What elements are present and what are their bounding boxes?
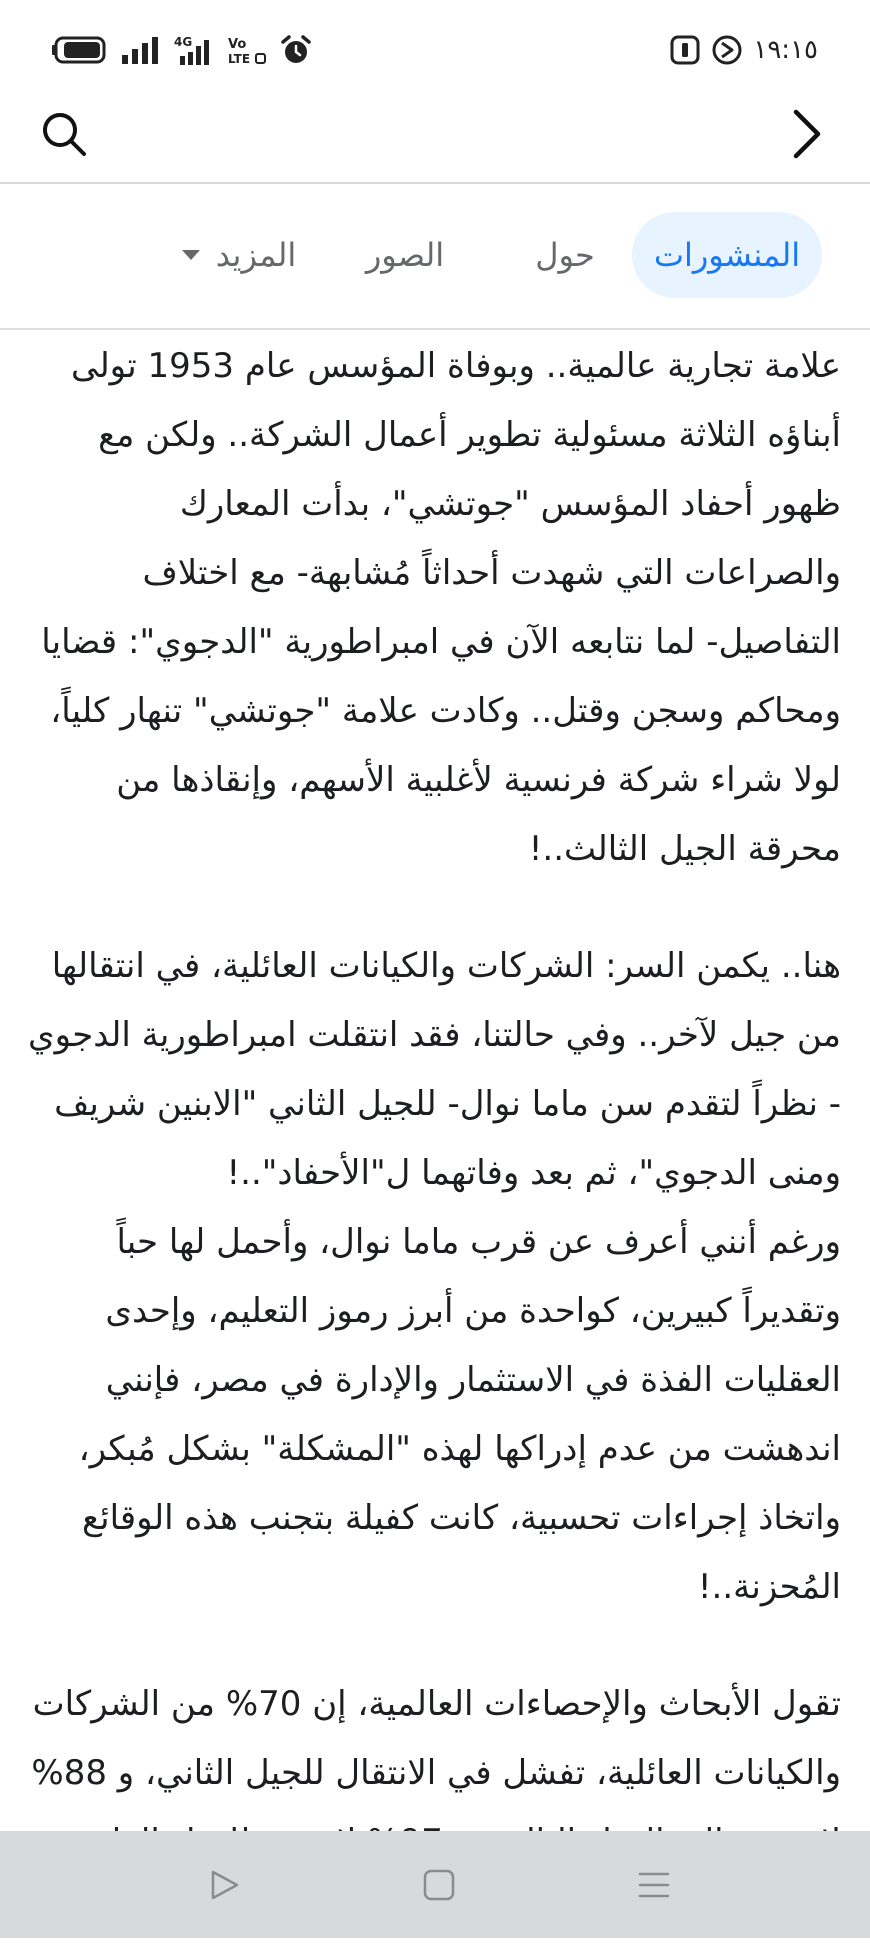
post-text: [28, 332, 841, 1827]
svg-text:LTE: LTE: [228, 52, 251, 66]
status-time: ١٩:١٥: [753, 35, 818, 65]
post-paragraph: هنا.. يكمن السر: الشركات والكيانات العائلية، في انتقالها من جيل لآخر.. وفي حالتنا، فقد انتقلت امبراطورية الدجوي - نظراً لتقدم سن ماما نوال- للجيل الثاني "الابنين شريف ومنى الدجوي"، ثم بعد وفاتهما ل"الأحفاد"..!: [28, 946, 841, 1193]
back-button[interactable]: [778, 106, 834, 162]
battery-icon: [52, 35, 108, 65]
caret-down-icon: [180, 248, 202, 262]
tab-photos[interactable]: [355, 212, 455, 298]
data-saver-icon: [711, 34, 743, 66]
chevron-right-icon: [786, 108, 826, 160]
tab-photos-label: الصور: [365, 236, 445, 274]
tab-more-label: المزيد: [215, 236, 297, 274]
volte-icon: [226, 34, 268, 66]
search-button[interactable]: [36, 106, 92, 162]
post-paragraph: تقول الأبحاث والإحصاءات العالمية، إن 70% من الشركات والكيانات العائلية، تفشل في الانتقال للجيل الثاني، و 88%: [31, 1684, 841, 1793]
tab-more[interactable]: [168, 212, 308, 298]
network-label: 4G: [174, 35, 193, 49]
paragraph-gap: [28, 1622, 841, 1670]
status-bar: [0, 0, 870, 100]
status-icons-right: [669, 34, 818, 66]
nav-back-button[interactable]: [202, 1863, 246, 1907]
system-nav-bar: [0, 1831, 870, 1938]
tab-about-label: حول: [535, 236, 595, 274]
top-app-bar: [0, 100, 870, 184]
tab-posts-label: المنشورات: [653, 236, 801, 274]
status-icons-left: [52, 34, 312, 66]
profile-tabs: [0, 184, 870, 330]
post-paragraph: ورغم أنني أعرف عن قرب ماما نوال، وأحمل لها حباً وتقديراً كبيرين، كواحدة من أبرز رموز التعليم، وإحدى العقليات الفذة في الاستثمار والإدارة في مصر، فإنني اندهشت من عدم إدراكها لهذه "المشكلة" بشكل مُبكر، واتخاذ إجراءات تحسبية، كانت كفيلة بتجنب هذه الوقائع المُحزنة..!: [78, 1222, 841, 1607]
signal-4g-icon: [172, 34, 214, 66]
search-icon: [40, 110, 88, 158]
home-square-icon: [422, 1868, 456, 1902]
svg-text:Vo: Vo: [228, 37, 247, 52]
alarm-icon: [280, 34, 312, 66]
tab-about[interactable]: [515, 212, 615, 298]
signal-icon: [120, 35, 160, 65]
post-paragraph: علامة تجارية عالمية.. وبوفاة المؤسس عام 1953 تولى أبناؤه الثلاثة مسئولية تطوير أعمال الشركة.. ولكن مع ظهور أحفاد المؤسس "جوتشي"، بدأت المعارك والصراعات التي شهدت أحداثاً مُشابهة- مع اختلاف التفاصيل- لما نتابعه الآن في امبراطورية "الدجوي": قضايا ومحاكم وسجن وقتل.. وكادت علامة "جوتشي" تنهار كلياً، لولا شراء شركة فرنسية لأغلبية الأسهم، وإنقاذها من محرقة الجيل الثالث..!: [41, 346, 841, 869]
tab-posts[interactable]: [632, 212, 822, 298]
back-triangle-icon: [207, 1868, 241, 1902]
paragraph-gap: [28, 884, 841, 932]
sim-icon: [669, 34, 701, 66]
nav-home-button[interactable]: [417, 1863, 461, 1907]
menu-lines-icon: [637, 1868, 671, 1902]
nav-recents-button[interactable]: [632, 1863, 676, 1907]
